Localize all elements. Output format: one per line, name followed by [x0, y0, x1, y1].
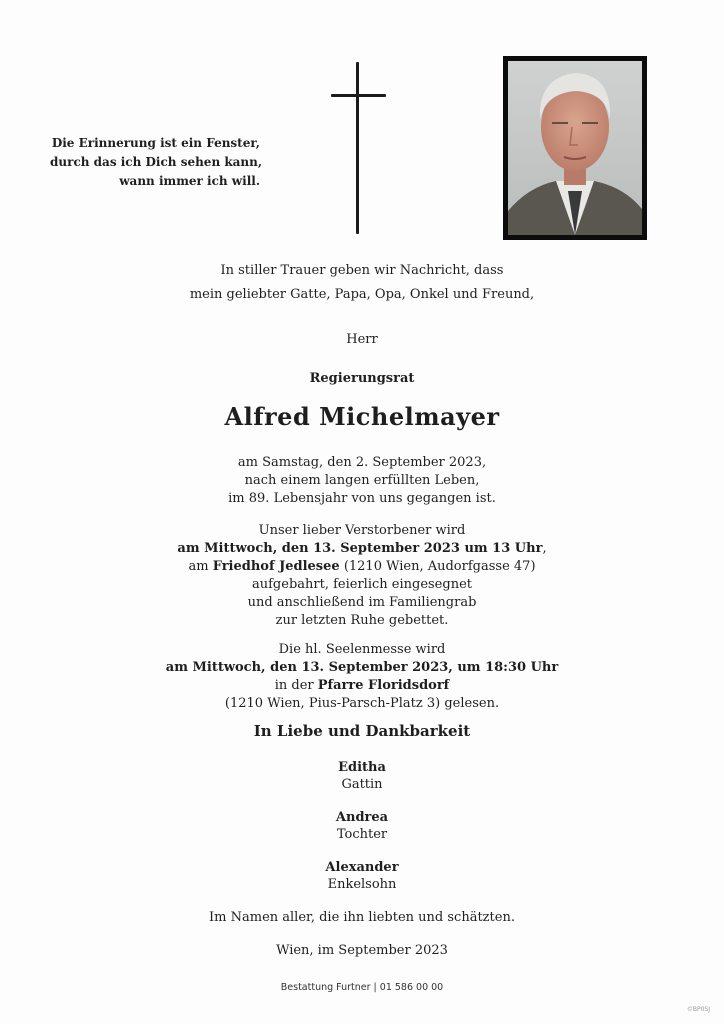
- cemetery-name: Friedhof Jedlesee: [212, 559, 340, 574]
- mass-line: Die hl. Seelenmesse wird: [278, 642, 446, 657]
- cross-icon: [356, 62, 359, 234]
- portrait-photo: [503, 56, 647, 240]
- undertaker-info: Bestattung Furtner | 01 586 00 00: [280, 982, 444, 993]
- intro-line: In stiller Trauer geben wir Nachricht, dass: [220, 263, 504, 278]
- intro-line: mein geliebter Gatte, Papa, Opa, Onkel und Freund,: [189, 287, 535, 302]
- cemetery-address: (1210 Wien, Audorfgasse 47): [343, 559, 536, 574]
- mass-place-prefix: in der: [274, 678, 314, 693]
- mourner-name: Andrea: [335, 810, 389, 825]
- death-line: nach einem langen erfüllten Leben,: [244, 473, 480, 488]
- funeral-line: und anschließend im Familiengrab: [247, 595, 477, 610]
- place-date: Wien, im September 2023: [276, 943, 448, 958]
- funeral-line: Unser lieber Verstorbener wird: [258, 523, 466, 538]
- funeral-date-line: [0, 539, 724, 558]
- mourner-relation: Tochter: [336, 827, 388, 842]
- quote-line: durch das ich Dich sehen kann,: [50, 155, 263, 169]
- funeral-line: aufgebahrt, feierlich eingesegnet: [252, 577, 472, 592]
- closing-sentence: Im Namen aller, die ihn liebten und schätzten.: [209, 910, 515, 925]
- closing-heading: In Liebe und Dankbarkeit: [253, 722, 471, 740]
- funeral-date: am Mittwoch, den 13. September 2023 um 13 Uhr: [177, 541, 543, 556]
- death-line: am Samstag, den 2. September 2023,: [237, 455, 487, 470]
- funeral-line: zur letzten Ruhe gebettet.: [275, 613, 449, 628]
- deceased-name: Alfred Michelmayer: [224, 402, 500, 431]
- corner-mark: ©BP0SJ: [686, 1006, 710, 1013]
- mass-line: (1210 Wien, Pius-Parsch-Platz 3) gelesen.: [224, 696, 500, 711]
- funeral-place-prefix: am: [188, 559, 209, 574]
- cross-icon-bar: [331, 94, 386, 97]
- mass-place-line: [0, 676, 724, 695]
- memorial-quote: [50, 134, 263, 191]
- mourner-name: Editha: [338, 760, 386, 775]
- mass-date: am Mittwoch, den 13. September 2023, um 18:30 Uhr: [165, 660, 559, 675]
- parish-name: Pfarre Floridsdorf: [317, 678, 450, 693]
- funeral-place-line: [0, 557, 724, 576]
- honorific-title: Regierungsrat: [309, 371, 415, 386]
- death-line: im 89. Lebensjahr von uns gegangen ist.: [228, 491, 496, 506]
- mourner-relation: Gattin: [341, 777, 383, 792]
- mourner-name: Alexander: [325, 860, 399, 875]
- quote-line: wann immer ich will.: [119, 174, 260, 188]
- salutation: Herr: [346, 332, 378, 347]
- mourner-relation: Enkelsohn: [327, 877, 397, 892]
- quote-line: Die Erinnerung ist ein Fenster,: [51, 136, 260, 150]
- mass-date-line: [0, 658, 724, 677]
- funeral-date-suffix: ,: [542, 541, 547, 556]
